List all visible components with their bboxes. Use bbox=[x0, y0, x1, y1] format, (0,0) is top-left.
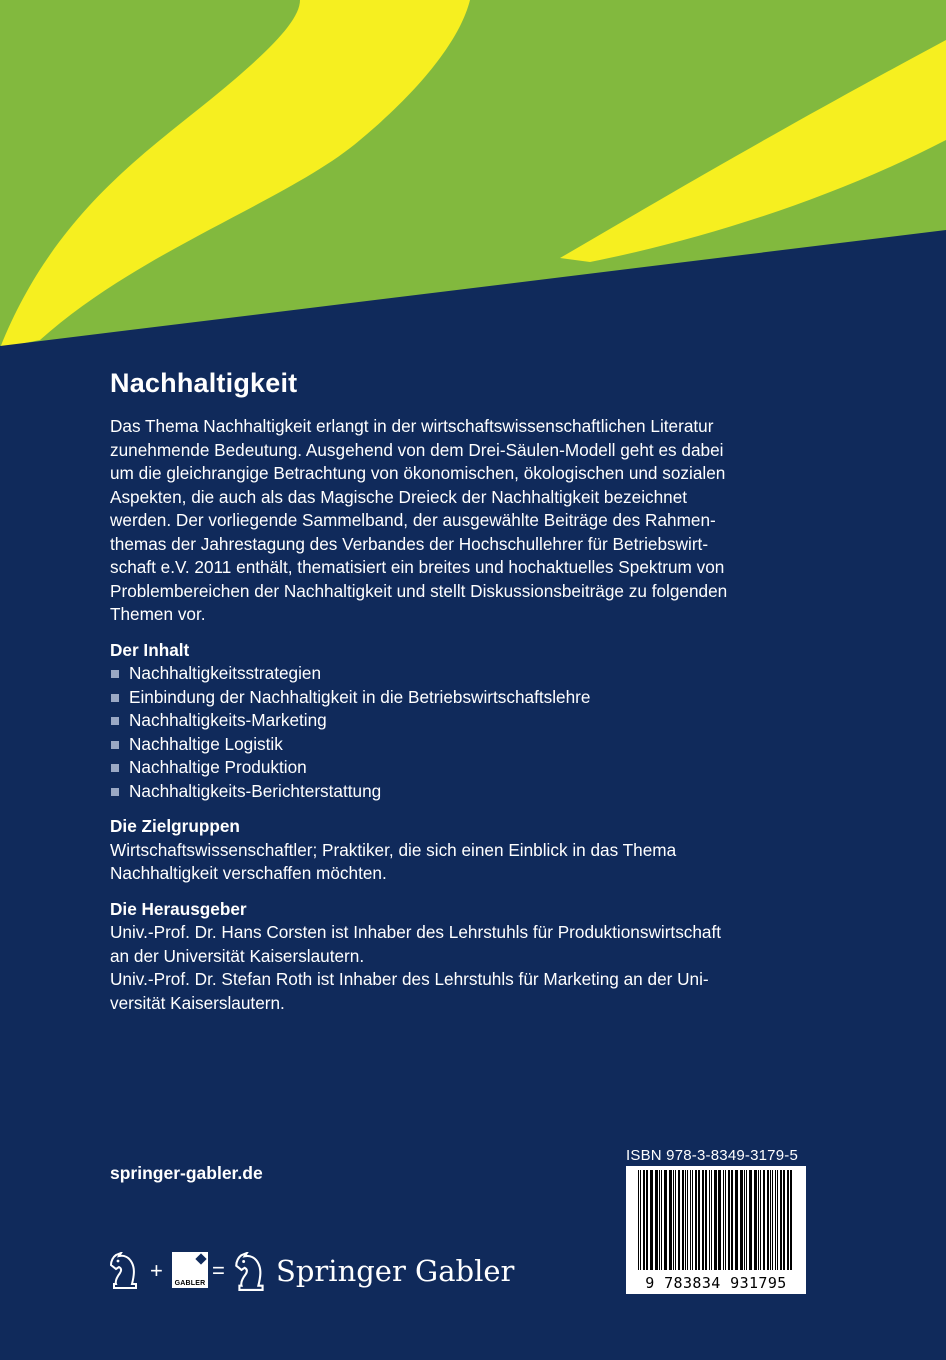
barcode-bar bbox=[746, 1170, 747, 1270]
section-heading-zielgruppen: Die Zielgruppen bbox=[110, 816, 240, 836]
barcode-bar bbox=[669, 1170, 672, 1270]
barcode-bar bbox=[711, 1170, 712, 1270]
barcode-bar bbox=[685, 1170, 686, 1270]
decorative-header-graphic bbox=[0, 0, 946, 350]
bullet-square-icon bbox=[111, 694, 119, 702]
barcode-bar bbox=[659, 1170, 660, 1270]
barcode-bar bbox=[718, 1170, 721, 1270]
list-item bbox=[110, 780, 830, 804]
main-text bbox=[110, 368, 830, 1015]
herausgeber-line: Univ.-Prof. Dr. Stefan Roth ist Inhaber des Lehrstuhls für Marketing an der Uni- bbox=[110, 969, 709, 989]
list-item bbox=[110, 662, 830, 686]
intro-line: Aspekten, die auch als das Magische Dreieck der Nachhaltigkeit bezeichnet bbox=[110, 486, 688, 507]
herausgeber-line: versität Kaiserslautern. bbox=[110, 992, 285, 1013]
intro-line: Das Thema Nachhaltigkeit erlangt in der wirtschaftswissenschaftlichen Literatur bbox=[110, 416, 714, 436]
intro-line: werden. Der vorliegende Sammelband, der ausgewählte Beiträge des Rahmen- bbox=[110, 510, 716, 530]
gabler-mark bbox=[172, 1252, 208, 1288]
intro-line: Themen vor. bbox=[110, 604, 206, 624]
barcode-bar bbox=[744, 1170, 745, 1270]
content-list bbox=[110, 662, 830, 803]
intro-line: zunehmende Bedeutung. Ausgehend von dem Drei-Säulen-Modell geht es dabei bbox=[110, 439, 724, 460]
barcode-bar bbox=[702, 1170, 704, 1270]
herausgeber-line: Univ.-Prof. Dr. Hans Corsten ist Inhaber des Lehrstuhls für Produktionswirtschaft bbox=[110, 922, 722, 942]
barcode-bar bbox=[754, 1170, 757, 1270]
bullet-square-icon bbox=[111, 741, 119, 749]
book-title: Nachhaltigkeit bbox=[110, 368, 298, 398]
bullet-square-icon bbox=[111, 764, 119, 772]
herausgeber-line: an der Universität Kaiserslautern. bbox=[110, 945, 365, 966]
bullet-square-icon bbox=[111, 788, 119, 796]
barcode-bar bbox=[760, 1170, 761, 1270]
list-item bbox=[110, 709, 830, 733]
barcode-bar bbox=[687, 1170, 688, 1270]
list-item-label: Nachhaltigkeits-Marketing bbox=[129, 710, 327, 730]
list-item bbox=[110, 756, 830, 780]
barcode-bars bbox=[630, 1170, 802, 1272]
barcode-bar bbox=[690, 1170, 691, 1270]
chess-knight-icon bbox=[108, 1252, 142, 1290]
intro-paragraph bbox=[110, 415, 830, 627]
intro-line: schaft e.V. 2011 enthält, thematisiert ein breites und hochaktuelles Spektrum von bbox=[110, 557, 725, 577]
barcode-bar bbox=[767, 1170, 769, 1270]
barcode-bar bbox=[705, 1170, 707, 1270]
barcode-bar bbox=[772, 1170, 773, 1270]
barcode-digits: 9 783834 931795 bbox=[645, 1274, 787, 1292]
list-item bbox=[110, 733, 830, 757]
barcode-bar bbox=[650, 1170, 653, 1270]
plus-sign: + bbox=[150, 1258, 163, 1283]
intro-line: um die gleichrangige Betrachtung von ökonomischen, ökologischen und sozialen bbox=[110, 463, 726, 483]
barcode-bar bbox=[749, 1170, 752, 1270]
list-item-label: Nachhaltige Logistik bbox=[129, 733, 283, 754]
list-item-label: Nachhaltige Produktion bbox=[129, 757, 307, 777]
barcode-bar bbox=[698, 1170, 700, 1270]
barcode-bar bbox=[640, 1170, 641, 1270]
barcode-bar bbox=[740, 1170, 743, 1270]
isbn-label: ISBN 978-3-8349-3179-5 bbox=[626, 1147, 799, 1164]
barcode-bar bbox=[664, 1170, 667, 1270]
barcode-bar bbox=[770, 1170, 771, 1270]
gabler-small-label: GABLER bbox=[174, 1280, 206, 1287]
section-heading-herausgeber: Die Herausgeber bbox=[110, 898, 247, 919]
barcode-bar bbox=[692, 1170, 693, 1270]
zielgruppen-line: Wirtschaftswissenschaftler; Praktiker, die sich einen Einblick in das Thema bbox=[110, 839, 677, 860]
barcode-bar bbox=[735, 1170, 738, 1270]
zielgruppen-line: Nachhaltigkeit verschaffen möchten. bbox=[110, 863, 387, 883]
barcode-bar bbox=[643, 1170, 645, 1270]
chess-knight-icon bbox=[232, 1252, 270, 1292]
barcode-bar bbox=[646, 1170, 648, 1270]
barcode-bar bbox=[790, 1170, 792, 1270]
intro-line: Problembereichen der Nachhaltigkeit und stellt Diskussionsbeiträge zu folgenden bbox=[110, 580, 728, 601]
barcode-bar bbox=[673, 1170, 674, 1270]
publisher-logo bbox=[108, 1248, 515, 1296]
barcode-bar bbox=[682, 1170, 684, 1270]
barcode-bar bbox=[661, 1170, 662, 1270]
isbn-barcode bbox=[626, 1166, 806, 1294]
barcode-bar bbox=[695, 1170, 697, 1270]
list-item-label: Nachhaltigkeits-Berichterstattung bbox=[129, 780, 382, 801]
barcode-bar bbox=[728, 1170, 730, 1270]
publisher-website: springer-gabler.de bbox=[110, 1163, 263, 1183]
equals-sign: = bbox=[212, 1258, 225, 1283]
barcode-bar bbox=[777, 1170, 778, 1270]
diamond-icon bbox=[195, 1253, 206, 1264]
barcode-bar bbox=[763, 1170, 765, 1270]
barcode-bar bbox=[780, 1170, 782, 1270]
barcode-bar bbox=[758, 1170, 759, 1270]
list-item-label: Nachhaltigkeitsstrategien bbox=[129, 663, 322, 683]
barcode-bar bbox=[731, 1170, 733, 1270]
intro-line: themas der Jahrestagung des Verbandes der Hochschullehrer für Betriebswirt- bbox=[110, 533, 709, 554]
bullet-square-icon bbox=[111, 670, 119, 678]
brand-name: Springer Gabler bbox=[276, 1254, 515, 1288]
list-item-label: Einbindung der Nachhaltigkeit in die Betriebswirtschaftslehre bbox=[129, 686, 591, 707]
barcode-bar bbox=[709, 1170, 710, 1270]
barcode-bar bbox=[678, 1170, 680, 1270]
barcode-bar bbox=[655, 1170, 658, 1270]
section-heading-inhalt: Der Inhalt bbox=[110, 639, 190, 660]
list-item bbox=[110, 686, 830, 710]
barcode-bar bbox=[787, 1170, 789, 1270]
barcode-bar bbox=[675, 1170, 676, 1270]
barcode-bar bbox=[775, 1170, 776, 1270]
barcode-bar bbox=[638, 1170, 639, 1270]
barcode-bar bbox=[783, 1170, 785, 1270]
barcode-bar bbox=[723, 1170, 724, 1270]
bullet-square-icon bbox=[111, 717, 119, 725]
barcode-bar bbox=[714, 1170, 717, 1270]
barcode-bar bbox=[725, 1170, 726, 1270]
